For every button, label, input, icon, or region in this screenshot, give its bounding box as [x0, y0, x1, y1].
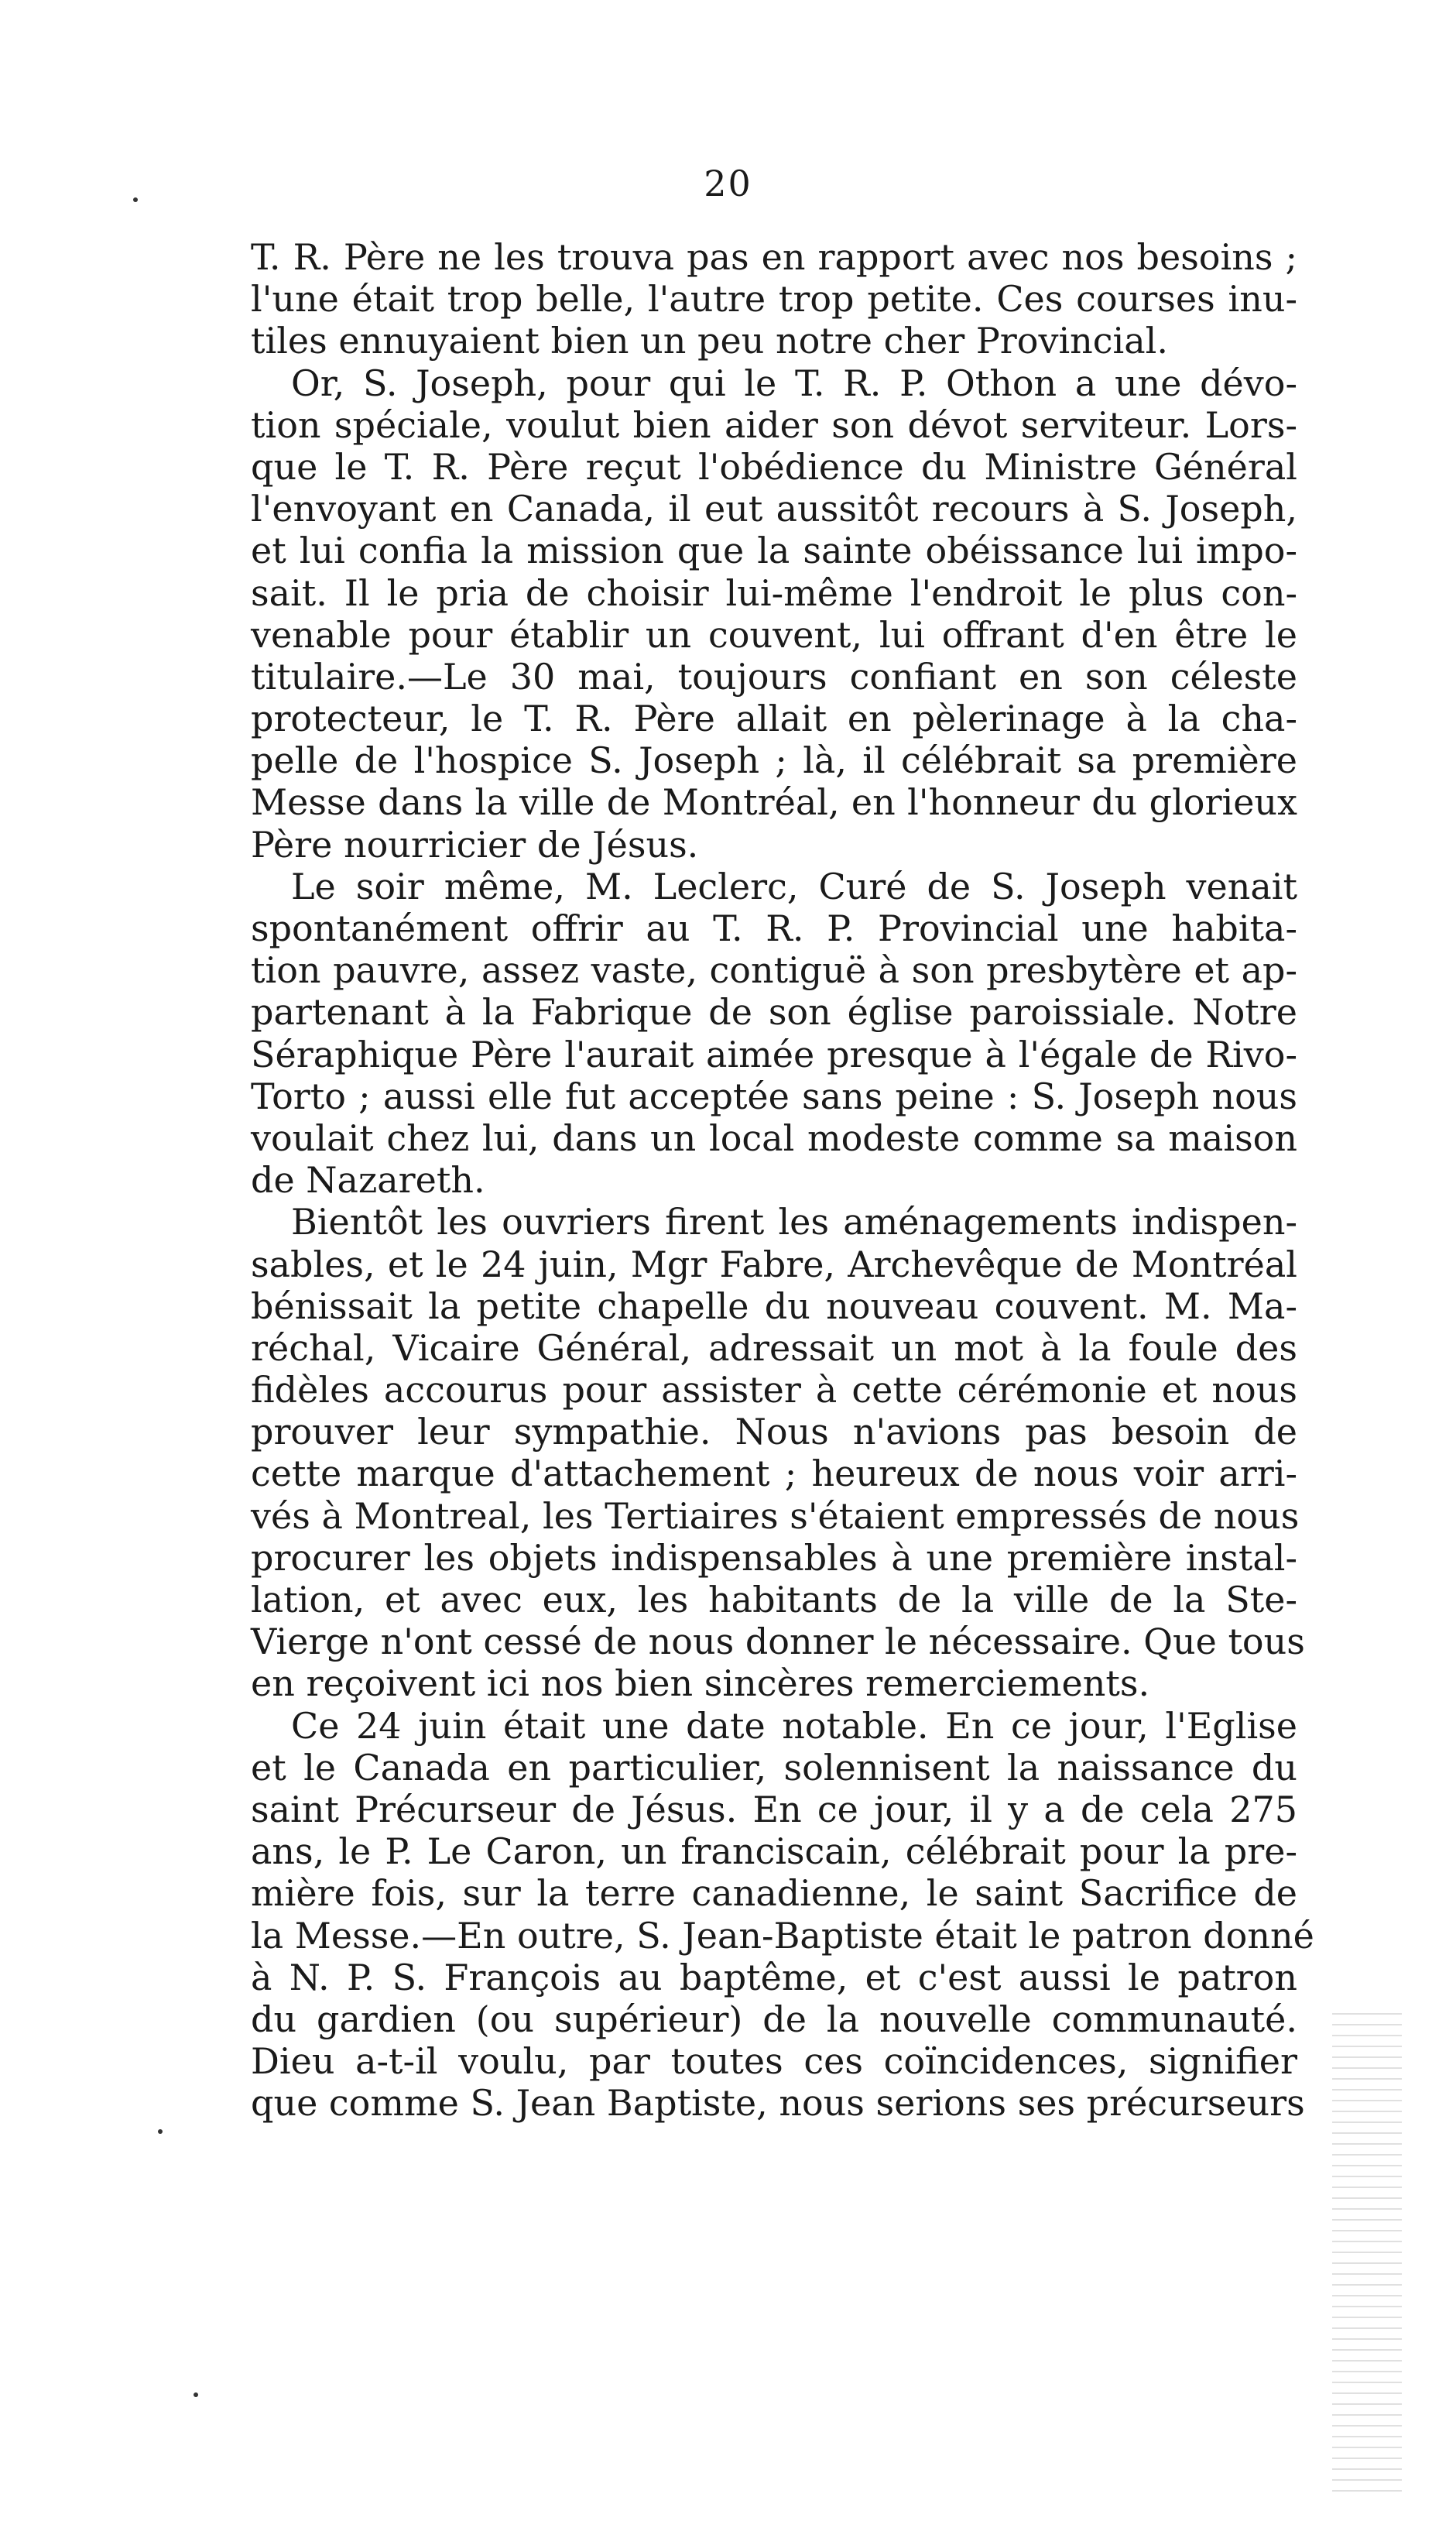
- text-line: Messe dans la ville de Montréal, en l'honneur du glorieux: [251, 781, 1297, 824]
- text-line: en reçoivent ici nos bien sincères remerciements.: [251, 1662, 1150, 1705]
- text-line: pelle de l'hospice S. Joseph ; là, il célébrait sa première: [251, 739, 1297, 782]
- text-line: réchal, Vicaire Général, adressait un mot à la foule des: [251, 1326, 1297, 1369]
- text-line: que le T. R. Père reçut l'obédience du Ministre Général: [251, 445, 1297, 488]
- text-line: tion spéciale, voulut bien aider son dévot serviteur. Lors-: [251, 403, 1297, 446]
- text-line: procurer les objets indispensables à une première instal-: [251, 1536, 1297, 1579]
- text-line: sait. Il le pria de choisir lui-même l'endroit le plus con-: [251, 571, 1297, 614]
- text-line: Père nourricier de Jésus.: [251, 823, 699, 866]
- text-line: tiles ennuyaient bien un peu notre cher Provincial.: [251, 320, 1169, 362]
- text-line: vés à Montreal, les Tertiaires s'étaient empressés de nous: [251, 1494, 1300, 1537]
- text-line: de Nazareth.: [251, 1159, 485, 1202]
- text-line: voulait chez lui, dans un local modeste comme sa maison: [251, 1116, 1297, 1159]
- text-line: spontanément offrir au T. R. P. Provincial une habita-: [251, 907, 1297, 949]
- scan-margin-noise: [1332, 2013, 1402, 2493]
- body-text: [251, 236, 1314, 2125]
- text-line: Bientôt les ouvriers firent les aménagements indispen-: [291, 1201, 1297, 1243]
- text-line: Ce 24 juin était une date notable. En ce jour, l'Eglise: [291, 1704, 1297, 1747]
- text-line: et lui confia la mission que la sainte obéissance lui impo-: [251, 530, 1297, 572]
- text-line: ans, le P. Le Caron, un franciscain, célébrait pour la pre-: [251, 1830, 1297, 1873]
- text-line: saint Précurseur de Jésus. En ce jour, il y a de cela 275: [251, 1788, 1297, 1830]
- text-line: la Messe.—En outre, S. Jean-Baptiste était le patron donné: [251, 1914, 1314, 1957]
- text-line: titulaire.—Le 30 mai, toujours confiant en son céleste: [251, 655, 1297, 698]
- text-line: Or, S. Joseph, pour qui le T. R. P. Othon a une dévo-: [291, 362, 1297, 404]
- text-line: Vierge n'ont cessé de nous donner le nécessaire. Que tous: [251, 1621, 1305, 1663]
- text-line: partenant à la Fabrique de son église paroissiale. Notre: [251, 991, 1297, 1034]
- text-line: T. R. Père ne les trouva pas en rapport avec nos besoins ;: [251, 236, 1297, 278]
- text-line: protecteur, le T. R. Père allait en pèlerinage à la cha-: [251, 698, 1297, 740]
- text-line: l'une était trop belle, l'autre trop petite. Ces courses inu-: [251, 278, 1297, 321]
- text-line: Séraphique Père l'aurait aimée presque à l'égale de Rivo-: [251, 1033, 1297, 1075]
- text-line: fidèles accourus pour assister à cette cérémonie et nous: [251, 1369, 1297, 1411]
- text-line: sables, et le 24 juin, Mgr Fabre, Archevêque de Montréal: [251, 1243, 1297, 1285]
- text-line: à N. P. S. François au baptême, et c'est aussi le patron: [251, 1956, 1297, 1998]
- text-line: venable pour établir un couvent, lui offrant d'en être le: [251, 613, 1297, 656]
- scan-speck: [133, 197, 138, 202]
- text-line: tion pauvre, assez vaste, contiguë à son presbytère et ap-: [251, 949, 1297, 992]
- page-number: 20: [704, 163, 752, 204]
- scan-speck: [194, 2392, 198, 2397]
- text-line: Dieu a-t-il voulu, par toutes ces coïncidences, signifier: [251, 2040, 1297, 2083]
- scan-speck: [158, 2129, 163, 2134]
- text-line: et le Canada en particulier, solennisent la naissance du: [251, 1746, 1297, 1789]
- text-line: du gardien (ou supérieur) de la nouvelle communauté.: [251, 1998, 1297, 2040]
- text-line: bénissait la petite chapelle du nouveau couvent. M. Ma-: [251, 1285, 1297, 1327]
- text-line: mière fois, sur la terre canadienne, le saint Sacrifice de: [251, 1872, 1297, 1915]
- text-line: l'envoyant en Canada, il eut aussitôt recours à S. Joseph,: [251, 488, 1297, 530]
- text-line: prouver leur sympathie. Nous n'avions pas besoin de: [251, 1411, 1297, 1453]
- text-line: que comme S. Jean Baptiste, nous serions ses précurseurs: [251, 2082, 1305, 2125]
- text-line: Le soir même, M. Leclerc, Curé de S. Joseph venait: [291, 865, 1297, 907]
- text-line: cette marque d'attachement ; heureux de nous voir arri-: [251, 1453, 1297, 1495]
- text-line: Torto ; aussi elle fut acceptée sans peine : S. Joseph nous: [251, 1075, 1297, 1117]
- text-line: lation, et avec eux, les habitants de la ville de la Ste-: [251, 1579, 1297, 1621]
